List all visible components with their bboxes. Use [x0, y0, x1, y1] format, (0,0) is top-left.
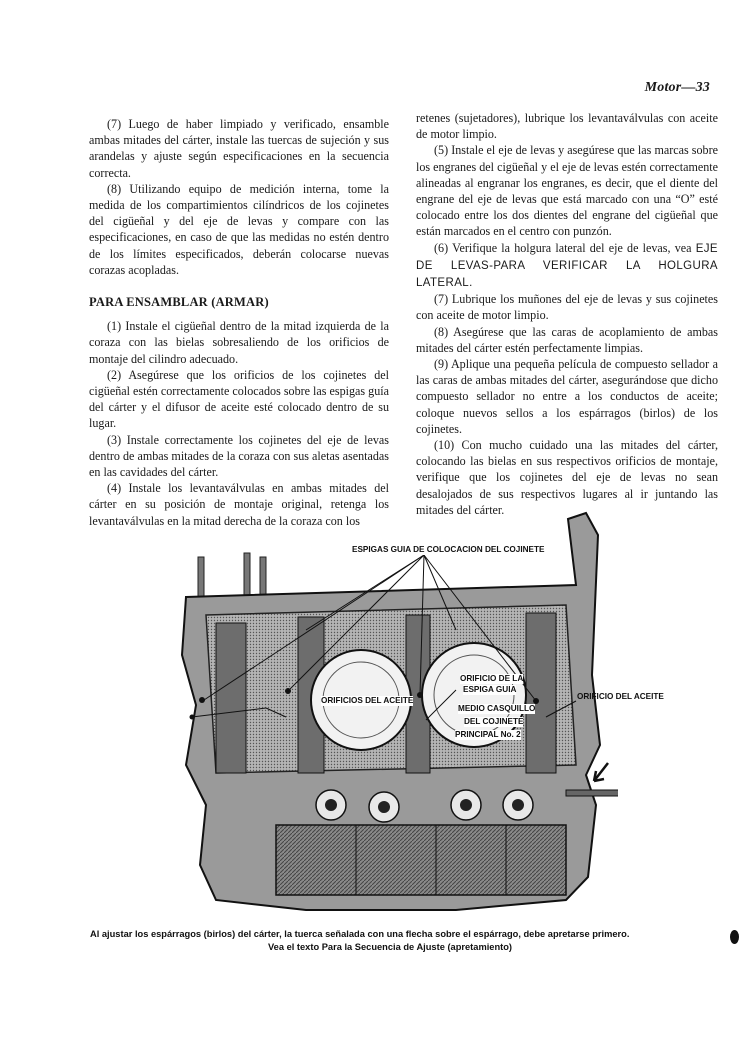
- step-3: (3) Instale correctamente los cojinetes del eje de levas dentro de ambas mitades de la coraza con sus aletas asentadas en las cavidades del cárter.: [89, 432, 389, 480]
- paragraph-7: (7) Luego de haber limpiado y verificado, ensamble ambas mitades del cárter, instale las tuercas de sujeción y sus arandelas y ajuste según especificaciones en la secuencia correcta.: [89, 117, 389, 180]
- crankcase-illustration: [156, 505, 664, 923]
- step-5: (5) Instale el eje de levas y asegúrese que las marcas sobre los engranes del cigüeñal y el eje de levas estén correctamente alineadas al engranar los engranes, es decir, que el diente del engrane del eje de levas que está marcado con una “O” esté colocado entre los dos dientes del engrane del cigüeñal que están marcados en el centro con punzón.: [416, 143, 718, 239]
- label-bearing-shell-2: DEL COJINETE: [464, 717, 524, 726]
- step-6: [416, 240, 718, 292]
- step-7: (7) Lubrique los muñones del eje de levas y sus cojinetes con aceite de motor limpio.: [416, 292, 718, 323]
- label-oil-hole-right: ORIFICIO DEL ACEITE: [577, 692, 664, 701]
- label-oil-holes-left: ORIFICIOS DEL ACEITE: [321, 696, 414, 705]
- left-column: [89, 116, 389, 529]
- right-column: [416, 110, 718, 518]
- step-10: (10) Con mucho cuidado una las mitades del cárter, colocando las bielas en sus respectivos orificios de montaje, verifique que los cojinetes del eje de levas no sean desalojados de sus respectivos lugares al ir juntando las mitades del cárter.: [416, 438, 718, 517]
- label-bearing-shell-1: MEDIO CASQUILLO: [458, 704, 536, 713]
- label-dowel-hole-1: ORIFICIO DE LA: [460, 674, 524, 683]
- crankcase-drawing: [156, 505, 618, 923]
- figure-caption-line-2: Vea el texto Para la Secuencia de Ajuste (apretamiento): [267, 942, 513, 952]
- step-4: (4) Instale los levantaválvulas en ambas mitades del cárter en su posición de montaje original, retenga los levantaválvulas en la mitad derecha de la coraza con los: [89, 481, 389, 528]
- step-8: (8) Asegúrese que las caras de acoplamiento de ambas mitades del cárter estén perfectamente limpias.: [416, 324, 718, 355]
- paragraph-8: (8) Utilizando equipo de medición interna, tome la medida de los compartimientos cilíndricos de los cojinetes del cigüeñal y del eje de levas y compare con las especificaciones, en caso de que las medidas no estén dentro de los límites especificados, deberán colocarse nuevas corazas acopladas.: [89, 181, 389, 277]
- section-title: PARA ENSAMBLAR (ARMAR): [89, 295, 269, 310]
- label-bearing-shell-3: PRINCIPAL No. 2: [455, 730, 521, 739]
- step-1: (1) Instale el cigüeñal dentro de la mitad izquierda de la coraza con las bielas sobresaliendo de los orificios de montaje del cilindro adecuado.: [89, 319, 389, 366]
- label-dowels: ESPIGAS GUIA DE COLOCACION DEL COJINETE: [352, 545, 545, 554]
- step-9: (9) Aplique una pequeña película de compuesto sellador a las caras de ambas mitades del cárter, asegurándose que dicho compuesto sellador no entre a los conductos de aceite; coloque nuevos sellos a los espárragos (birlos) de los cojinetes.: [416, 357, 718, 436]
- step-4-continued: retenes (sujetadores), lubrique los levantaválvulas con aceite de motor limpio.: [416, 111, 718, 142]
- step-6-reference: EJE DE LEVAS-PARA VERIFICAR LA HOLGURA LATERAL.: [416, 242, 718, 290]
- figure-caption-line-1: Al ajustar los espárragos (birlos) del cárter, la tuerca señalada con una flecha sobre el espárrago, debe apretarse primero.: [90, 929, 630, 939]
- step-2: (2) Asegúrese que los orificios de los cojinetes del cigüeñal estén correctamente colocados sobre las espigas guía del cárter y el difusor de aceite esté colocado dentro de su lugar.: [89, 367, 389, 431]
- scan-speck: [730, 930, 739, 944]
- page-header: Motor—33: [644, 80, 710, 95]
- step-6-text: (6) Verifique la holgura lateral del eje de levas, vea: [434, 240, 692, 255]
- label-dowel-hole-2: ESPIGA GUIA: [463, 685, 517, 694]
